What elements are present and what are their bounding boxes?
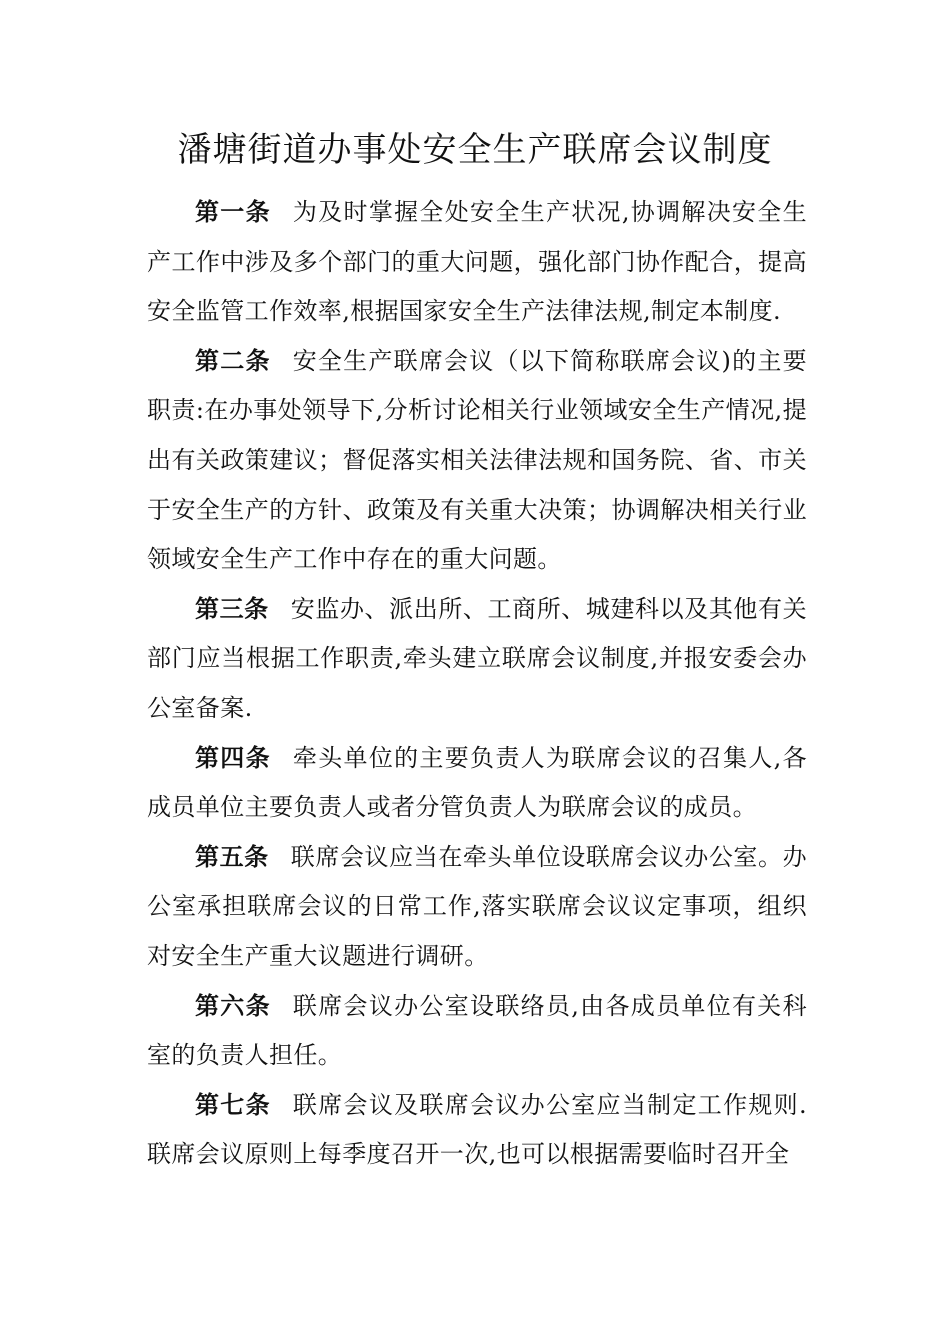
document-title: 潘塘街道办事处安全生产联席会议制度 [177,130,773,170]
article-text: 为及时掌握全处安全生产状况,协调解决安全生产工作中涉及多个部门的重大问题，强化部门协作配合，提高安全监管工作效率,根据国家安全生产法律法规,制定本制度. [147,198,808,326]
article-number: 第一条 [195,198,271,226]
article-number: 第四条 [195,743,271,772]
article-number: 第六条 [195,991,271,1020]
article-4 [147,734,807,833]
article-2 [147,337,807,585]
article-text: 联席会议应当在牵头单位设联席会议办公室。办公室承担联席会议的日常工作,落实联席会议议定事项，组织对安全生产重大议题进行调研。 [147,842,807,970]
article-text: 安全生产联席会议（以下简称联席会议)的主要职责:在办事处领导下,分析讨论相关行业领域安全生产情况,提出有关政策建议；督促落实相关法律法规和国务院、省、市关于安全生产的方针、政策及有关重大决策；协调解决相关行业领域安全生产工作中存在的重大问题。 [147,346,807,574]
article-number: 第五条 [195,842,269,871]
article-number: 第七条 [195,1090,271,1119]
article-number: 第三条 [195,594,269,623]
article-1 [147,188,807,337]
article-6 [147,982,807,1081]
article-text: 联席会议办公室设联络员,由各成员单位有关科室的负责人担任。 [147,991,808,1070]
article-text: 安监办、派出所、工商所、城建科以及其他有关部门应当根据工作职责,牵头建立联席会议制度,并报安委会办公室备案. [147,594,807,722]
article-5 [147,833,807,982]
article-number: 第二条 [195,346,271,375]
article-text: 牵头单位的主要负责人为联席会议的召集人,各成员单位主要负责人或者分管负责人为联席会议的成员。 [147,743,808,822]
article-7 [147,1081,807,1180]
article-text: 联席会议及联席会议办公室应当制定工作规则.联席会议原则上每季度召开一次,也可以根据需要临时召开全 [147,1090,808,1169]
document-body [147,188,807,1180]
article-3 [147,585,807,734]
